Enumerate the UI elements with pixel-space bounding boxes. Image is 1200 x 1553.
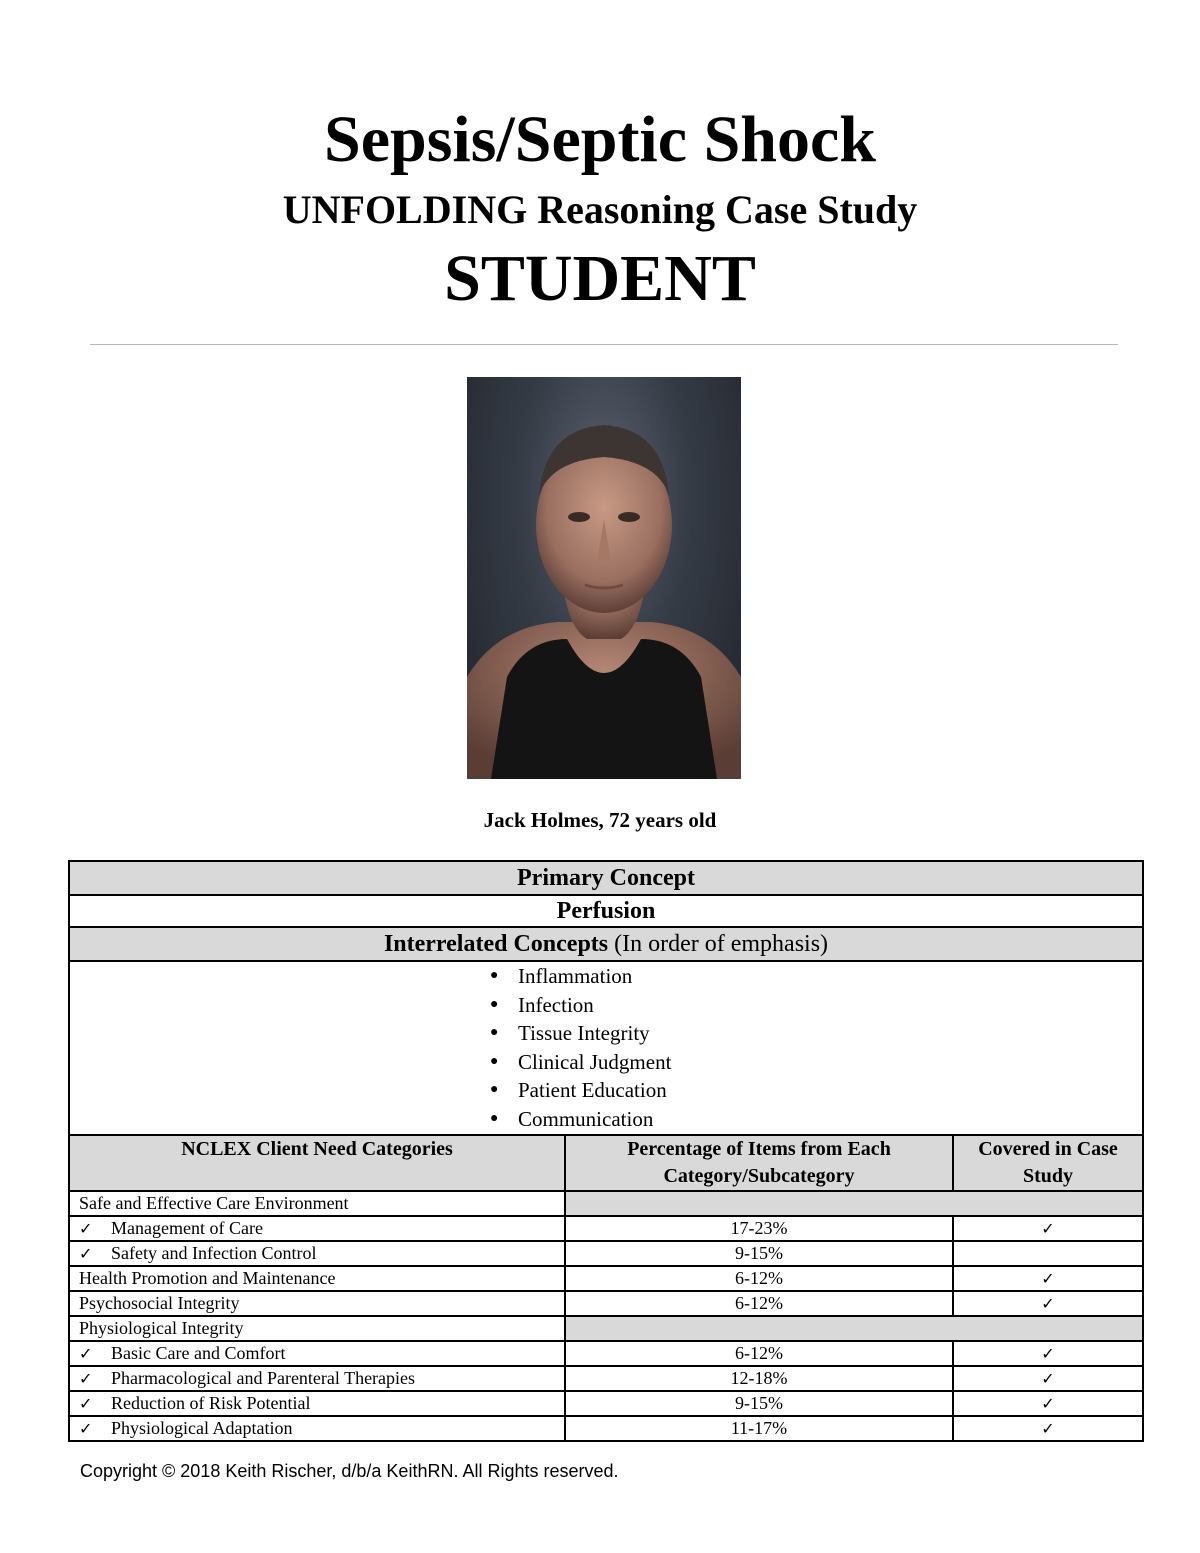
subcategory-label: Basic Care and Comfort — [111, 1342, 286, 1363]
concept-item: ● Tissue Integrity — [486, 1019, 726, 1048]
interrelated-concepts-list-cell — [69, 961, 1143, 1135]
patient-caption: Jack Holmes, 72 years old — [483, 808, 717, 832]
category-spacer — [565, 1316, 1143, 1341]
check-icon: ✓ — [79, 1343, 93, 1363]
percentage-cell: 6-12% — [565, 1341, 953, 1366]
patient-portrait-illustration — [467, 377, 741, 779]
table-row — [69, 1316, 1143, 1341]
percentage-cell: 9-15% — [565, 1391, 953, 1416]
concept-item: ● Patient Education — [486, 1076, 726, 1105]
check-icon: ✓ — [79, 1243, 93, 1263]
audience-label: STUDENT — [444, 242, 756, 315]
covered-check: ✓ — [953, 1416, 1143, 1441]
category-label: Health Promotion and Maintenance — [69, 1266, 565, 1291]
nclex-covered-header: Covered in Case Study — [953, 1135, 1143, 1191]
check-icon: ✓ — [79, 1393, 93, 1413]
table-row — [69, 1241, 1143, 1266]
table-row — [69, 1416, 1143, 1441]
category-label: Psychosocial Integrity — [69, 1291, 565, 1316]
patient-photo — [467, 377, 741, 779]
percentage-cell: 9-15% — [565, 1241, 953, 1266]
table-row — [69, 1341, 1143, 1366]
subcategory-label: Pharmacological and Parenteral Therapies — [111, 1367, 416, 1388]
copyright-notice: Copyright © 2018 Keith Rischer, d/b/a KeithRN. All Rights reserved. — [80, 1461, 619, 1481]
document-subtitle: UNFOLDING Reasoning Case Study — [282, 187, 918, 232]
category-label: Physiological Integrity — [69, 1316, 565, 1341]
covered-check: ✓ — [953, 1341, 1143, 1366]
covered-check: ✓ — [953, 1291, 1143, 1316]
percentage-cell: 12-18% — [565, 1366, 953, 1391]
interrelated-header-note: (In order of emphasis) — [614, 930, 829, 957]
percentage-cell: 11-17% — [565, 1416, 953, 1441]
table-row — [69, 1291, 1143, 1316]
nclex-percentage-header: Percentage of Items from Each Category/Subcategory — [565, 1135, 953, 1191]
check-icon: ✓ — [79, 1218, 93, 1238]
concept-item: ● Infection — [486, 991, 726, 1020]
interrelated-concepts-list — [486, 962, 726, 1134]
check-icon: ✓ — [79, 1418, 93, 1438]
category-spacer — [565, 1191, 1143, 1216]
table-row — [69, 1266, 1143, 1291]
concept-item: ● Communication — [486, 1105, 726, 1134]
interrelated-concepts-header — [69, 927, 1143, 961]
table-row — [69, 1191, 1143, 1216]
concept-item: ● Clinical Judgment — [486, 1048, 726, 1077]
document-title: Sepsis/Septic Shock — [324, 103, 876, 176]
nclex-category-header: NCLEX Client Need Categories — [69, 1135, 565, 1191]
concept-table — [68, 860, 1144, 1442]
covered-check — [953, 1241, 1143, 1266]
subcategory-label: Safety and Infection Control — [111, 1242, 317, 1263]
percentage-cell: 6-12% — [565, 1266, 953, 1291]
subcategory-label: Physiological Adaptation — [111, 1417, 293, 1438]
covered-check: ✓ — [953, 1216, 1143, 1241]
horizontal-divider — [90, 344, 1118, 345]
category-label: Safe and Effective Care Environment — [69, 1191, 565, 1216]
primary-concept-value: Perfusion — [69, 895, 1143, 927]
table-row — [69, 1216, 1143, 1241]
check-icon: ✓ — [79, 1368, 93, 1388]
percentage-cell: 6-12% — [565, 1291, 953, 1316]
table-row — [69, 1391, 1143, 1416]
primary-concept-header: Primary Concept — [69, 861, 1143, 895]
covered-check: ✓ — [953, 1391, 1143, 1416]
table-row — [69, 1366, 1143, 1391]
concept-item: ● Inflammation — [486, 962, 726, 991]
covered-check: ✓ — [953, 1266, 1143, 1291]
interrelated-header-label: Interrelated Concepts — [383, 930, 609, 957]
subcategory-label: Reduction of Risk Potential — [111, 1392, 311, 1413]
percentage-cell: 17-23% — [565, 1216, 953, 1241]
subcategory-label: Management of Care — [111, 1217, 263, 1238]
covered-check: ✓ — [953, 1366, 1143, 1391]
